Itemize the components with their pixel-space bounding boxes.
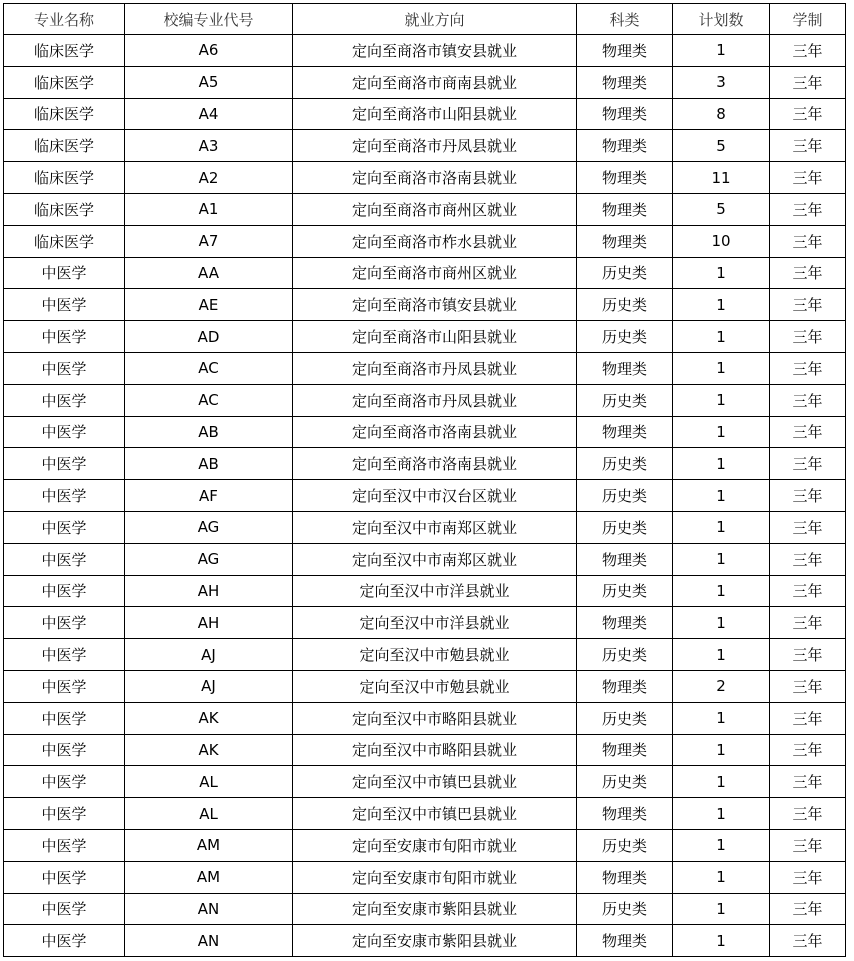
enrollment-plan-table-wrapper xyxy=(3,3,846,957)
cell-plan-count: 10 xyxy=(673,225,770,257)
table-row xyxy=(4,670,846,702)
cell-major-name: 中医学 xyxy=(4,639,125,671)
cell-plan-count: 1 xyxy=(673,798,770,830)
cell-major-name: 中医学 xyxy=(4,607,125,639)
cell-employment-direction: 定向至安康市旬阳市就业 xyxy=(293,829,577,861)
cell-major-code: A6 xyxy=(125,35,293,67)
cell-major-code: AL xyxy=(125,798,293,830)
cell-major-code: AN xyxy=(125,925,293,957)
cell-duration: 三年 xyxy=(770,575,846,607)
enrollment-plan-table xyxy=(3,3,846,957)
cell-major-code: AN xyxy=(125,893,293,925)
cell-major-name: 中医学 xyxy=(4,480,125,512)
cell-subject-category: 物理类 xyxy=(577,66,673,98)
cell-plan-count: 1 xyxy=(673,289,770,321)
cell-duration: 三年 xyxy=(770,98,846,130)
cell-major-code: AG xyxy=(125,511,293,543)
cell-plan-count: 1 xyxy=(673,607,770,639)
cell-employment-direction: 定向至商洛市丹凤县就业 xyxy=(293,384,577,416)
cell-subject-category: 物理类 xyxy=(577,352,673,384)
cell-plan-count: 1 xyxy=(673,257,770,289)
cell-major-name: 中医学 xyxy=(4,257,125,289)
cell-major-name: 中医学 xyxy=(4,543,125,575)
cell-duration: 三年 xyxy=(770,35,846,67)
cell-major-code: AB xyxy=(125,416,293,448)
cell-employment-direction: 定向至安康市旬阳市就业 xyxy=(293,861,577,893)
cell-duration: 三年 xyxy=(770,829,846,861)
cell-employment-direction: 定向至汉中市洋县就业 xyxy=(293,607,577,639)
header-plan-count: 计划数 xyxy=(673,4,770,35)
cell-major-code: AM xyxy=(125,861,293,893)
cell-major-name: 中医学 xyxy=(4,734,125,766)
cell-subject-category: 历史类 xyxy=(577,321,673,353)
cell-major-code: AK xyxy=(125,702,293,734)
cell-duration: 三年 xyxy=(770,66,846,98)
cell-major-name: 中医学 xyxy=(4,511,125,543)
cell-major-code: A5 xyxy=(125,66,293,98)
cell-major-code: A1 xyxy=(125,193,293,225)
table-row xyxy=(4,130,846,162)
cell-major-name: 临床医学 xyxy=(4,66,125,98)
table-row xyxy=(4,607,846,639)
table-row xyxy=(4,225,846,257)
cell-plan-count: 2 xyxy=(673,670,770,702)
table-row xyxy=(4,98,846,130)
cell-duration: 三年 xyxy=(770,893,846,925)
cell-subject-category: 物理类 xyxy=(577,225,673,257)
cell-duration: 三年 xyxy=(770,480,846,512)
cell-major-name: 中医学 xyxy=(4,670,125,702)
table-row xyxy=(4,639,846,671)
cell-major-code: A7 xyxy=(125,225,293,257)
cell-major-name: 中医学 xyxy=(4,384,125,416)
cell-major-code: A3 xyxy=(125,130,293,162)
table-row xyxy=(4,766,846,798)
cell-employment-direction: 定向至安康市紫阳县就业 xyxy=(293,925,577,957)
cell-duration: 三年 xyxy=(770,257,846,289)
cell-plan-count: 1 xyxy=(673,829,770,861)
cell-duration: 三年 xyxy=(770,639,846,671)
cell-major-code: AJ xyxy=(125,670,293,702)
cell-duration: 三年 xyxy=(770,511,846,543)
cell-subject-category: 历史类 xyxy=(577,384,673,416)
cell-duration: 三年 xyxy=(770,384,846,416)
cell-duration: 三年 xyxy=(770,766,846,798)
cell-plan-count: 8 xyxy=(673,98,770,130)
cell-major-name: 中医学 xyxy=(4,829,125,861)
header-major-name: 专业名称 xyxy=(4,4,125,35)
cell-duration: 三年 xyxy=(770,607,846,639)
cell-subject-category: 物理类 xyxy=(577,162,673,194)
cell-subject-category: 历史类 xyxy=(577,766,673,798)
cell-major-code: AH xyxy=(125,575,293,607)
cell-subject-category: 历史类 xyxy=(577,257,673,289)
cell-subject-category: 物理类 xyxy=(577,98,673,130)
cell-plan-count: 1 xyxy=(673,734,770,766)
table-row xyxy=(4,162,846,194)
cell-major-code: AM xyxy=(125,829,293,861)
cell-subject-category: 历史类 xyxy=(577,893,673,925)
cell-plan-count: 1 xyxy=(673,321,770,353)
header-duration: 学制 xyxy=(770,4,846,35)
table-row xyxy=(4,384,846,416)
table-row xyxy=(4,193,846,225)
cell-employment-direction: 定向至商洛市镇安县就业 xyxy=(293,289,577,321)
table-row xyxy=(4,511,846,543)
cell-subject-category: 历史类 xyxy=(577,829,673,861)
cell-employment-direction: 定向至商洛市山阳县就业 xyxy=(293,98,577,130)
header-employment-direction: 就业方向 xyxy=(293,4,577,35)
table-row xyxy=(4,798,846,830)
cell-employment-direction: 定向至汉中市汉台区就业 xyxy=(293,480,577,512)
cell-subject-category: 历史类 xyxy=(577,702,673,734)
cell-plan-count: 1 xyxy=(673,925,770,957)
cell-major-code: AF xyxy=(125,480,293,512)
cell-employment-direction: 定向至汉中市略阳县就业 xyxy=(293,734,577,766)
cell-plan-count: 1 xyxy=(673,861,770,893)
cell-duration: 三年 xyxy=(770,925,846,957)
cell-major-name: 中医学 xyxy=(4,416,125,448)
cell-plan-count: 1 xyxy=(673,416,770,448)
cell-subject-category: 物理类 xyxy=(577,798,673,830)
table-row xyxy=(4,416,846,448)
table-row xyxy=(4,352,846,384)
cell-duration: 三年 xyxy=(770,448,846,480)
cell-employment-direction: 定向至商洛市镇安县就业 xyxy=(293,35,577,67)
cell-major-name: 临床医学 xyxy=(4,35,125,67)
cell-major-code: AC xyxy=(125,352,293,384)
cell-duration: 三年 xyxy=(770,734,846,766)
cell-subject-category: 历史类 xyxy=(577,289,673,321)
cell-duration: 三年 xyxy=(770,193,846,225)
cell-duration: 三年 xyxy=(770,416,846,448)
cell-plan-count: 11 xyxy=(673,162,770,194)
table-row xyxy=(4,829,846,861)
cell-major-code: AE xyxy=(125,289,293,321)
cell-major-name: 中医学 xyxy=(4,575,125,607)
table-row xyxy=(4,575,846,607)
header-subject-category: 科类 xyxy=(577,4,673,35)
table-row xyxy=(4,257,846,289)
cell-major-name: 临床医学 xyxy=(4,130,125,162)
cell-major-name: 中医学 xyxy=(4,925,125,957)
cell-plan-count: 5 xyxy=(673,193,770,225)
cell-plan-count: 1 xyxy=(673,35,770,67)
cell-major-name: 临床医学 xyxy=(4,225,125,257)
table-row xyxy=(4,448,846,480)
table-row xyxy=(4,35,846,67)
cell-subject-category: 历史类 xyxy=(577,639,673,671)
cell-duration: 三年 xyxy=(770,352,846,384)
cell-plan-count: 1 xyxy=(673,766,770,798)
cell-employment-direction: 定向至商洛市洛南县就业 xyxy=(293,416,577,448)
cell-major-name: 中医学 xyxy=(4,702,125,734)
cell-major-code: AH xyxy=(125,607,293,639)
cell-major-name: 临床医学 xyxy=(4,193,125,225)
cell-major-code: A2 xyxy=(125,162,293,194)
cell-duration: 三年 xyxy=(770,289,846,321)
cell-major-name: 中医学 xyxy=(4,798,125,830)
cell-subject-category: 历史类 xyxy=(577,448,673,480)
cell-subject-category: 物理类 xyxy=(577,607,673,639)
cell-major-name: 中医学 xyxy=(4,766,125,798)
cell-major-name: 中医学 xyxy=(4,289,125,321)
cell-plan-count: 1 xyxy=(673,384,770,416)
cell-plan-count: 1 xyxy=(673,448,770,480)
cell-duration: 三年 xyxy=(770,798,846,830)
cell-duration: 三年 xyxy=(770,543,846,575)
table-row xyxy=(4,480,846,512)
table-row xyxy=(4,702,846,734)
cell-major-code: AG xyxy=(125,543,293,575)
cell-employment-direction: 定向至商洛市商南县就业 xyxy=(293,66,577,98)
table-row xyxy=(4,893,846,925)
cell-subject-category: 物理类 xyxy=(577,861,673,893)
cell-plan-count: 1 xyxy=(673,543,770,575)
cell-subject-category: 物理类 xyxy=(577,416,673,448)
cell-employment-direction: 定向至汉中市南郑区就业 xyxy=(293,543,577,575)
cell-major-name: 中医学 xyxy=(4,321,125,353)
cell-duration: 三年 xyxy=(770,861,846,893)
cell-major-code: AL xyxy=(125,766,293,798)
cell-major-code: AJ xyxy=(125,639,293,671)
table-row xyxy=(4,66,846,98)
cell-duration: 三年 xyxy=(770,670,846,702)
table-row xyxy=(4,321,846,353)
cell-employment-direction: 定向至安康市紫阳县就业 xyxy=(293,893,577,925)
cell-major-name: 临床医学 xyxy=(4,98,125,130)
cell-employment-direction: 定向至商洛市商州区就业 xyxy=(293,193,577,225)
cell-major-name: 中医学 xyxy=(4,893,125,925)
cell-major-name: 中医学 xyxy=(4,448,125,480)
cell-employment-direction: 定向至商洛市商州区就业 xyxy=(293,257,577,289)
cell-plan-count: 1 xyxy=(673,893,770,925)
cell-plan-count: 1 xyxy=(673,702,770,734)
cell-employment-direction: 定向至汉中市南郑区就业 xyxy=(293,511,577,543)
cell-employment-direction: 定向至商洛市洛南县就业 xyxy=(293,162,577,194)
table-row xyxy=(4,289,846,321)
header-major-code: 校编专业代号 xyxy=(125,4,293,35)
cell-major-code: AA xyxy=(125,257,293,289)
cell-employment-direction: 定向至汉中市略阳县就业 xyxy=(293,702,577,734)
cell-employment-direction: 定向至汉中市镇巴县就业 xyxy=(293,766,577,798)
cell-duration: 三年 xyxy=(770,321,846,353)
cell-major-name: 中医学 xyxy=(4,861,125,893)
cell-employment-direction: 定向至商洛市柞水县就业 xyxy=(293,225,577,257)
cell-subject-category: 物理类 xyxy=(577,193,673,225)
cell-duration: 三年 xyxy=(770,162,846,194)
cell-employment-direction: 定向至商洛市丹凤县就业 xyxy=(293,130,577,162)
cell-subject-category: 物理类 xyxy=(577,130,673,162)
cell-plan-count: 3 xyxy=(673,66,770,98)
cell-major-code: AB xyxy=(125,448,293,480)
cell-duration: 三年 xyxy=(770,702,846,734)
cell-major-code: AK xyxy=(125,734,293,766)
cell-plan-count: 1 xyxy=(673,352,770,384)
cell-duration: 三年 xyxy=(770,225,846,257)
cell-subject-category: 历史类 xyxy=(577,511,673,543)
cell-plan-count: 1 xyxy=(673,480,770,512)
cell-subject-category: 历史类 xyxy=(577,575,673,607)
cell-major-code: AC xyxy=(125,384,293,416)
cell-duration: 三年 xyxy=(770,130,846,162)
cell-employment-direction: 定向至汉中市镇巴县就业 xyxy=(293,798,577,830)
table-row xyxy=(4,861,846,893)
cell-employment-direction: 定向至商洛市洛南县就业 xyxy=(293,448,577,480)
table-row xyxy=(4,925,846,957)
table-header-row xyxy=(4,4,846,35)
table-row xyxy=(4,543,846,575)
cell-plan-count: 5 xyxy=(673,130,770,162)
cell-subject-category: 物理类 xyxy=(577,734,673,766)
table-row xyxy=(4,734,846,766)
cell-major-name: 中医学 xyxy=(4,352,125,384)
cell-subject-category: 物理类 xyxy=(577,35,673,67)
cell-employment-direction: 定向至商洛市山阳县就业 xyxy=(293,321,577,353)
cell-major-name: 临床医学 xyxy=(4,162,125,194)
cell-employment-direction: 定向至商洛市丹凤县就业 xyxy=(293,352,577,384)
table-body xyxy=(4,35,846,957)
cell-employment-direction: 定向至汉中市勉县就业 xyxy=(293,639,577,671)
cell-plan-count: 1 xyxy=(673,575,770,607)
cell-major-code: A4 xyxy=(125,98,293,130)
cell-subject-category: 历史类 xyxy=(577,480,673,512)
cell-subject-category: 物理类 xyxy=(577,543,673,575)
cell-plan-count: 1 xyxy=(673,639,770,671)
cell-subject-category: 物理类 xyxy=(577,670,673,702)
cell-employment-direction: 定向至汉中市洋县就业 xyxy=(293,575,577,607)
cell-plan-count: 1 xyxy=(673,511,770,543)
cell-subject-category: 物理类 xyxy=(577,925,673,957)
cell-major-code: AD xyxy=(125,321,293,353)
cell-employment-direction: 定向至汉中市勉县就业 xyxy=(293,670,577,702)
